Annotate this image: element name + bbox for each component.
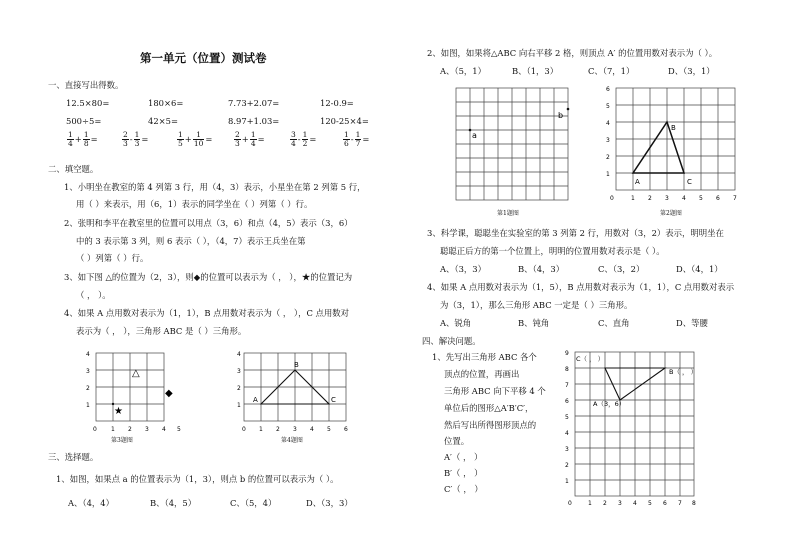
fraction-problem: $\frac{1}{4}$ + $\frac{1}{8}$ = bbox=[68, 130, 98, 148]
axis-label: 7 bbox=[678, 500, 682, 507]
section-3-heading: 三、选择题。 bbox=[48, 452, 99, 462]
question-text: 中的 3 表示第 3 列，则 6 表示（ ），（4，7）表示王兵坐在第 bbox=[76, 236, 306, 246]
fraction-problem: $\frac{1}{5}$ + $\frac{1}{10}$ = bbox=[178, 130, 213, 148]
option: C、（3，2） bbox=[598, 264, 645, 274]
axis-label: 1 bbox=[111, 426, 115, 433]
problem-line: 三角形 ABC 向下平移 4 个 bbox=[444, 386, 546, 396]
axis-label: 2 bbox=[237, 385, 241, 392]
figure-1-grid bbox=[450, 82, 576, 202]
axis-label: 6 bbox=[606, 86, 610, 93]
point-label: C bbox=[687, 178, 692, 186]
question-text: 4、如果 A 点用数对表示为（1，1），B 点用数对表示为（ ， ），C 点用数对 bbox=[64, 308, 350, 318]
axis-label: 4 bbox=[237, 351, 241, 358]
calc-item: 500÷5= bbox=[66, 116, 102, 126]
problem-grid bbox=[562, 346, 712, 508]
star-marker: ★ bbox=[114, 406, 123, 417]
option: A、（4，4） bbox=[68, 498, 115, 508]
option: D、（3，3） bbox=[306, 498, 353, 508]
axis-label: 4 bbox=[633, 500, 637, 507]
figure-4-grid bbox=[236, 345, 356, 445]
axis-label: 3 bbox=[618, 500, 622, 507]
axis-label: 5 bbox=[327, 426, 331, 433]
option: A、锐角 bbox=[440, 318, 472, 328]
option: D、（3，1） bbox=[668, 66, 715, 76]
axis-label: 4 bbox=[86, 351, 90, 358]
axis-label: 6 bbox=[663, 500, 667, 507]
point-label: A bbox=[253, 396, 258, 404]
answer-line: B′（ ， ） bbox=[444, 468, 483, 478]
problem-line: 单位后的图形△A′B′C′， bbox=[444, 403, 534, 413]
question-text: 4、如果 A 点用数对表示为（1，5），B 点用数对表示为（1，1），C 点用数对表示 bbox=[427, 282, 735, 292]
option: C、直角 bbox=[598, 318, 630, 328]
calc-item: 180×6= bbox=[148, 98, 184, 108]
axis-label: 3 bbox=[665, 195, 669, 202]
section-1-heading: 一、直接写出得数。 bbox=[48, 80, 124, 90]
diamond-marker: ◆ bbox=[165, 388, 173, 399]
answer-line: A′（ ， ） bbox=[444, 452, 483, 462]
figure-caption: 第4题图 bbox=[281, 437, 303, 444]
axis-label: 3 bbox=[86, 368, 90, 375]
axis-label: 3 bbox=[565, 446, 569, 453]
vertex-label: C（ ， ） bbox=[576, 355, 605, 363]
option: D、（4，1） bbox=[676, 264, 723, 274]
question-text: （ ）列第（ ）行。 bbox=[76, 253, 149, 263]
figure-caption: 第2题图 bbox=[660, 210, 682, 217]
axis-label: 0 bbox=[568, 500, 572, 507]
option: A、（3，3） bbox=[440, 264, 487, 274]
point-label: a bbox=[472, 131, 477, 140]
question-text: 3、科学课，聪聪坐在实验室的第 3 列第 2 行，用数对（3，2）表示，明明坐在 bbox=[427, 228, 724, 238]
calc-item: 120-25×4= bbox=[320, 116, 369, 126]
question-text: 3、如下图 △的位置为（2，3），则◆的位置可以表示为（ ， ），★的位置记为 bbox=[64, 272, 353, 282]
calc-item: 12.5×80= bbox=[66, 98, 110, 108]
question-text: 1、如图，如果点 a 的位置表示为（1，3），则点 b 的位置可以表示为（ ）。 bbox=[56, 474, 339, 484]
axis-label: 4 bbox=[682, 195, 686, 202]
calc-item: 7.73+2.07= bbox=[228, 98, 280, 108]
question-text: 为（3，1），那么三角形 ABC 一定是（ ）三角形。 bbox=[440, 300, 633, 310]
axis-label: 3 bbox=[237, 368, 241, 375]
fraction-problem: $\frac{3}{4}$ - $\frac{1}{2}$ = bbox=[291, 130, 317, 148]
figure-caption: 第1题图 bbox=[497, 210, 519, 217]
axis-label: 3 bbox=[606, 137, 610, 144]
figure-2-grid bbox=[598, 82, 743, 208]
axis-label: 2 bbox=[86, 385, 90, 392]
option: C、（5，4） bbox=[230, 498, 277, 508]
option: D、等腰 bbox=[676, 318, 708, 328]
axis-label: 5 bbox=[699, 195, 703, 202]
axis-label: 2 bbox=[648, 195, 652, 202]
point-label: b bbox=[558, 111, 564, 120]
problem-line: 位置。 bbox=[444, 436, 470, 446]
point-label: B bbox=[671, 124, 676, 132]
axis-label: 3 bbox=[145, 426, 149, 433]
vertex-label: A（3，6） bbox=[593, 400, 626, 408]
axis-label: 0 bbox=[242, 426, 246, 433]
axis-label: 4 bbox=[162, 426, 166, 433]
page-title: 第一单元（位置）测试卷 bbox=[140, 51, 267, 65]
axis-label: 9 bbox=[565, 350, 569, 357]
problem-line: 然后写出所得图形顶点的 bbox=[444, 420, 537, 430]
axis-label: 5 bbox=[648, 500, 652, 507]
section-2-heading: 二、填空题。 bbox=[48, 164, 99, 174]
triangle-marker: △ bbox=[132, 368, 140, 379]
problem-line: 顶点的位置，再画出 bbox=[444, 369, 520, 379]
axis-label: 5 bbox=[606, 103, 610, 110]
question-text: 2、如图，如果将△ABC 向右平移 2 格，则顶点 A′ 的位置用数对表示为（ ）。 bbox=[427, 48, 718, 58]
axis-label: 0 bbox=[93, 426, 97, 433]
axis-label: 6 bbox=[716, 195, 720, 202]
axis-label: 2 bbox=[603, 500, 607, 507]
fraction-problem: $\frac{2}{3}$ + $\frac{1}{4}$ = bbox=[235, 130, 265, 148]
section-4-heading: 四、解决问题。 bbox=[422, 336, 481, 346]
axis-label: 1 bbox=[588, 500, 592, 507]
axis-label: 4 bbox=[565, 430, 569, 437]
axis-label: 5 bbox=[177, 426, 181, 433]
axis-label: 7 bbox=[565, 382, 569, 389]
axis-label: 6 bbox=[344, 426, 348, 433]
calc-item: 42×5= bbox=[148, 116, 179, 126]
fraction-problem: $\frac{1}{6}$ - $\frac{1}{7}$ = bbox=[344, 130, 370, 148]
axis-label: 4 bbox=[310, 426, 314, 433]
point-label: B bbox=[294, 361, 299, 369]
triangle-abc bbox=[633, 122, 684, 173]
axis-label: 2 bbox=[276, 426, 280, 433]
axis-label: 4 bbox=[606, 120, 610, 127]
axis-label: 8 bbox=[692, 500, 696, 507]
axis-label: 1 bbox=[606, 171, 610, 178]
axis-label: 2 bbox=[128, 426, 132, 433]
fraction-problem: $\frac{2}{3}$ - $\frac{1}{3}$ = bbox=[123, 130, 149, 148]
axis-label: 2 bbox=[606, 154, 610, 161]
answer-line: C′（ ， ） bbox=[444, 484, 483, 494]
axis-label: 1 bbox=[565, 478, 569, 485]
axis-label: 1 bbox=[631, 195, 635, 202]
question-text: 用（ ）来表示，用（6，1）表示的同学坐在（ ）列第（ ）行。 bbox=[76, 199, 313, 209]
axis-label: 7 bbox=[733, 195, 737, 202]
option: B、钝角 bbox=[518, 318, 550, 328]
option: B、（4，3） bbox=[518, 264, 565, 274]
axis-label: 1 bbox=[86, 402, 90, 409]
option: A、（5，1） bbox=[440, 66, 487, 76]
axis-label: 6 bbox=[565, 398, 569, 405]
question-text: （ ， ）。 bbox=[76, 290, 111, 300]
problem-line: 1、先写出三角形 ABC 各个 bbox=[432, 352, 537, 362]
question-text: 聪聪正后方的第一个位置上，明明的位置用数对表示是（ ）。 bbox=[440, 246, 665, 256]
question-text: 1、小明坐在教室的第 4 列第 3 行，用（4，3）表示，小星坐在第 2 列第 5 行， bbox=[64, 182, 366, 192]
axis-label: 3 bbox=[293, 426, 297, 433]
question-text: 表示为（ ， ），三角形 ABC 是（ ）三角形。 bbox=[76, 326, 247, 336]
point-label: C bbox=[331, 396, 336, 404]
option: B、（4，5） bbox=[150, 498, 197, 508]
axis-label: 1 bbox=[259, 426, 263, 433]
calc-item: 12-0.9= bbox=[320, 98, 354, 108]
option: C、（7，1） bbox=[588, 66, 635, 76]
vertex-label: B（ ， ） bbox=[669, 368, 698, 376]
axis-label: 5 bbox=[565, 414, 569, 421]
axis-label: 2 bbox=[565, 462, 569, 469]
question-text: 2、张明和李平在教室里的位置可以用点（3，6）和点（4，5）表示（3，6） bbox=[64, 218, 353, 228]
axis-label: 8 bbox=[565, 366, 569, 373]
calc-item: 8.97+1.03= bbox=[228, 116, 280, 126]
option: B、（1，3） bbox=[512, 66, 559, 76]
figure-3-grid bbox=[82, 345, 192, 445]
axis-label: 1 bbox=[237, 402, 241, 409]
figure-caption: 第3题图 bbox=[111, 437, 133, 444]
point-label: A bbox=[635, 178, 640, 186]
axis-label: 0 bbox=[610, 195, 614, 202]
